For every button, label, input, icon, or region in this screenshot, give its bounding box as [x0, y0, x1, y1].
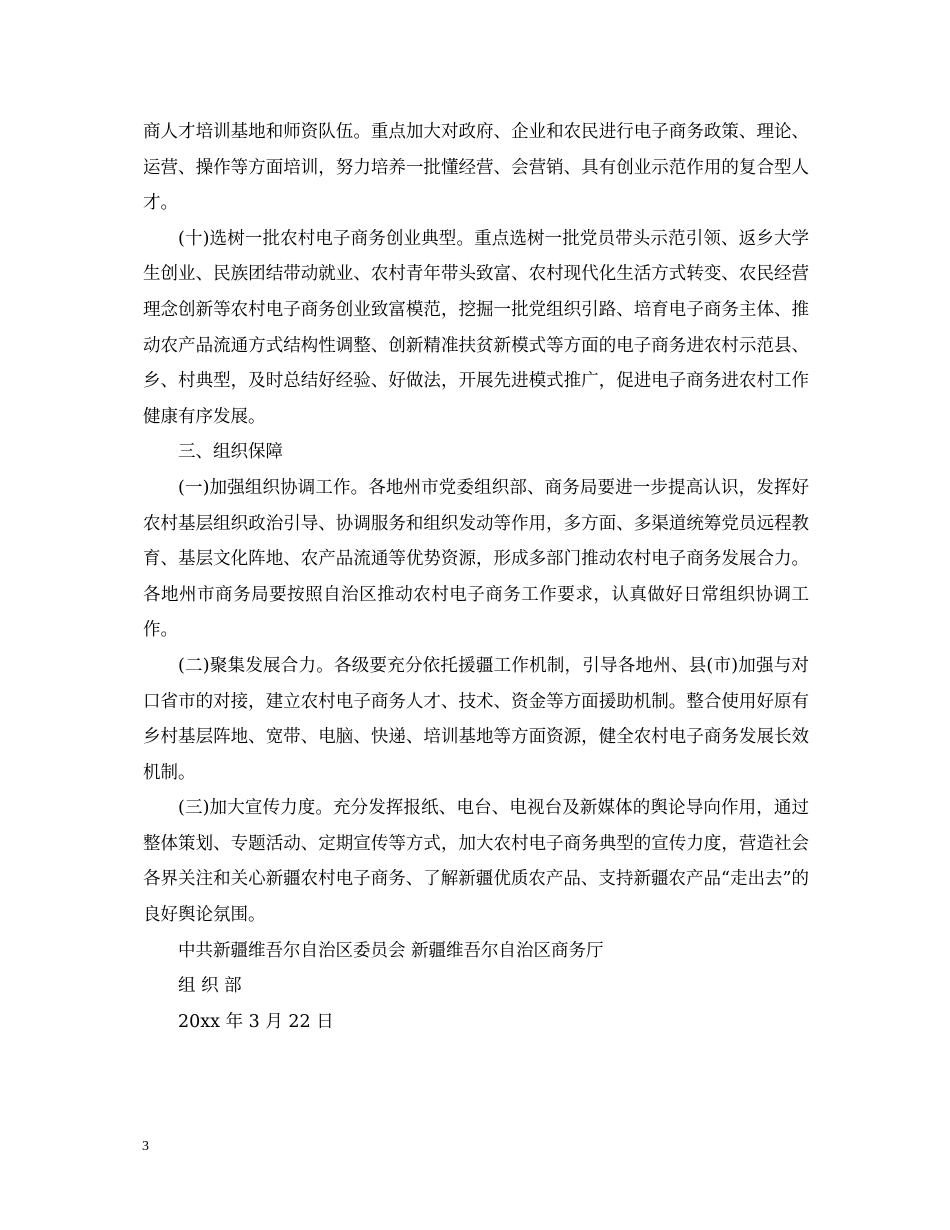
section-heading-organization: 三、组织保障 — [178, 442, 283, 463]
signature-issuers: 中共新疆维吾尔自治区委员会 新疆维吾尔自治区商务厅 — [178, 940, 604, 961]
paragraph-publicity: (三)加大宣传力度。充分发挥报纸、电台、电视台及新媒体的舆论导向作用，通过整体策划、专题活动、定期宣传等方式，加大农村电子商务典型的宣传力度，营造社会各界关注和关心新疆农村电子商务、了解新疆优质农产品、支持新疆农产品“走出去”的良好舆论氛围。 — [143, 798, 809, 926]
signature-date: 20xx 年 3 月 22 日 — [178, 1011, 334, 1032]
document-body — [143, 115, 809, 1040]
page-number: 3 — [142, 1139, 149, 1154]
signature-department: 组 织 部 — [178, 976, 242, 997]
paragraph-section-ten: (十)选树一批农村电子商务创业典型。重点选树一批党员带头示范引领、返乡大学生创业、民族团结带动就业、农村青年带头致富、农村现代化生活方式转变、农民经营理念创新等农村电子商务创业致富模范，挖掘一批党组织引路、培育电子商务主体、推动农产品流通方式结构性调整、创新精准扶贫新模式等方面的电子商务进农村示范县、乡、村典型，及时总结好经验、好做法，开展先进模式推广，促进电子商务进农村工作健康有序发展。 — [143, 228, 809, 427]
paragraph-coordination: (一)加强组织协调工作。各地州市党委组织部、商务局要进一步提高认识，发挥好农村基层组织政治引导、协调服务和组织发动等作用，多方面、多渠道统筹党员远程教育、基层文化阵地、农产品流通等优势资源，形成多部门推动农村电子商务发展合力。各地州市商务局要按照自治区推动农村电子商务工作要求，认真做好日常组织协调工作。 — [143, 477, 809, 641]
paragraph-training: 商人才培训基地和师资队伍。重点加大对政府、企业和农民进行电子商务政策、理论、运营、操作等方面培训，努力培养一批懂经营、会营销、具有创业示范作用的复合型人才。 — [143, 122, 809, 214]
signature-block — [143, 934, 809, 1041]
paragraph-synergy: (二)聚集发展合力。各级要充分依托援疆工作机制，引导各地州、县(市)加强与对口省市的对接，建立农村电子商务人才、技术、资金等方面援助机制。整合使用好原有乡村基层阵地、宽带、电脑、快递、培训基地等方面资源，健全农村电子商务发展长效机制。 — [143, 655, 809, 783]
